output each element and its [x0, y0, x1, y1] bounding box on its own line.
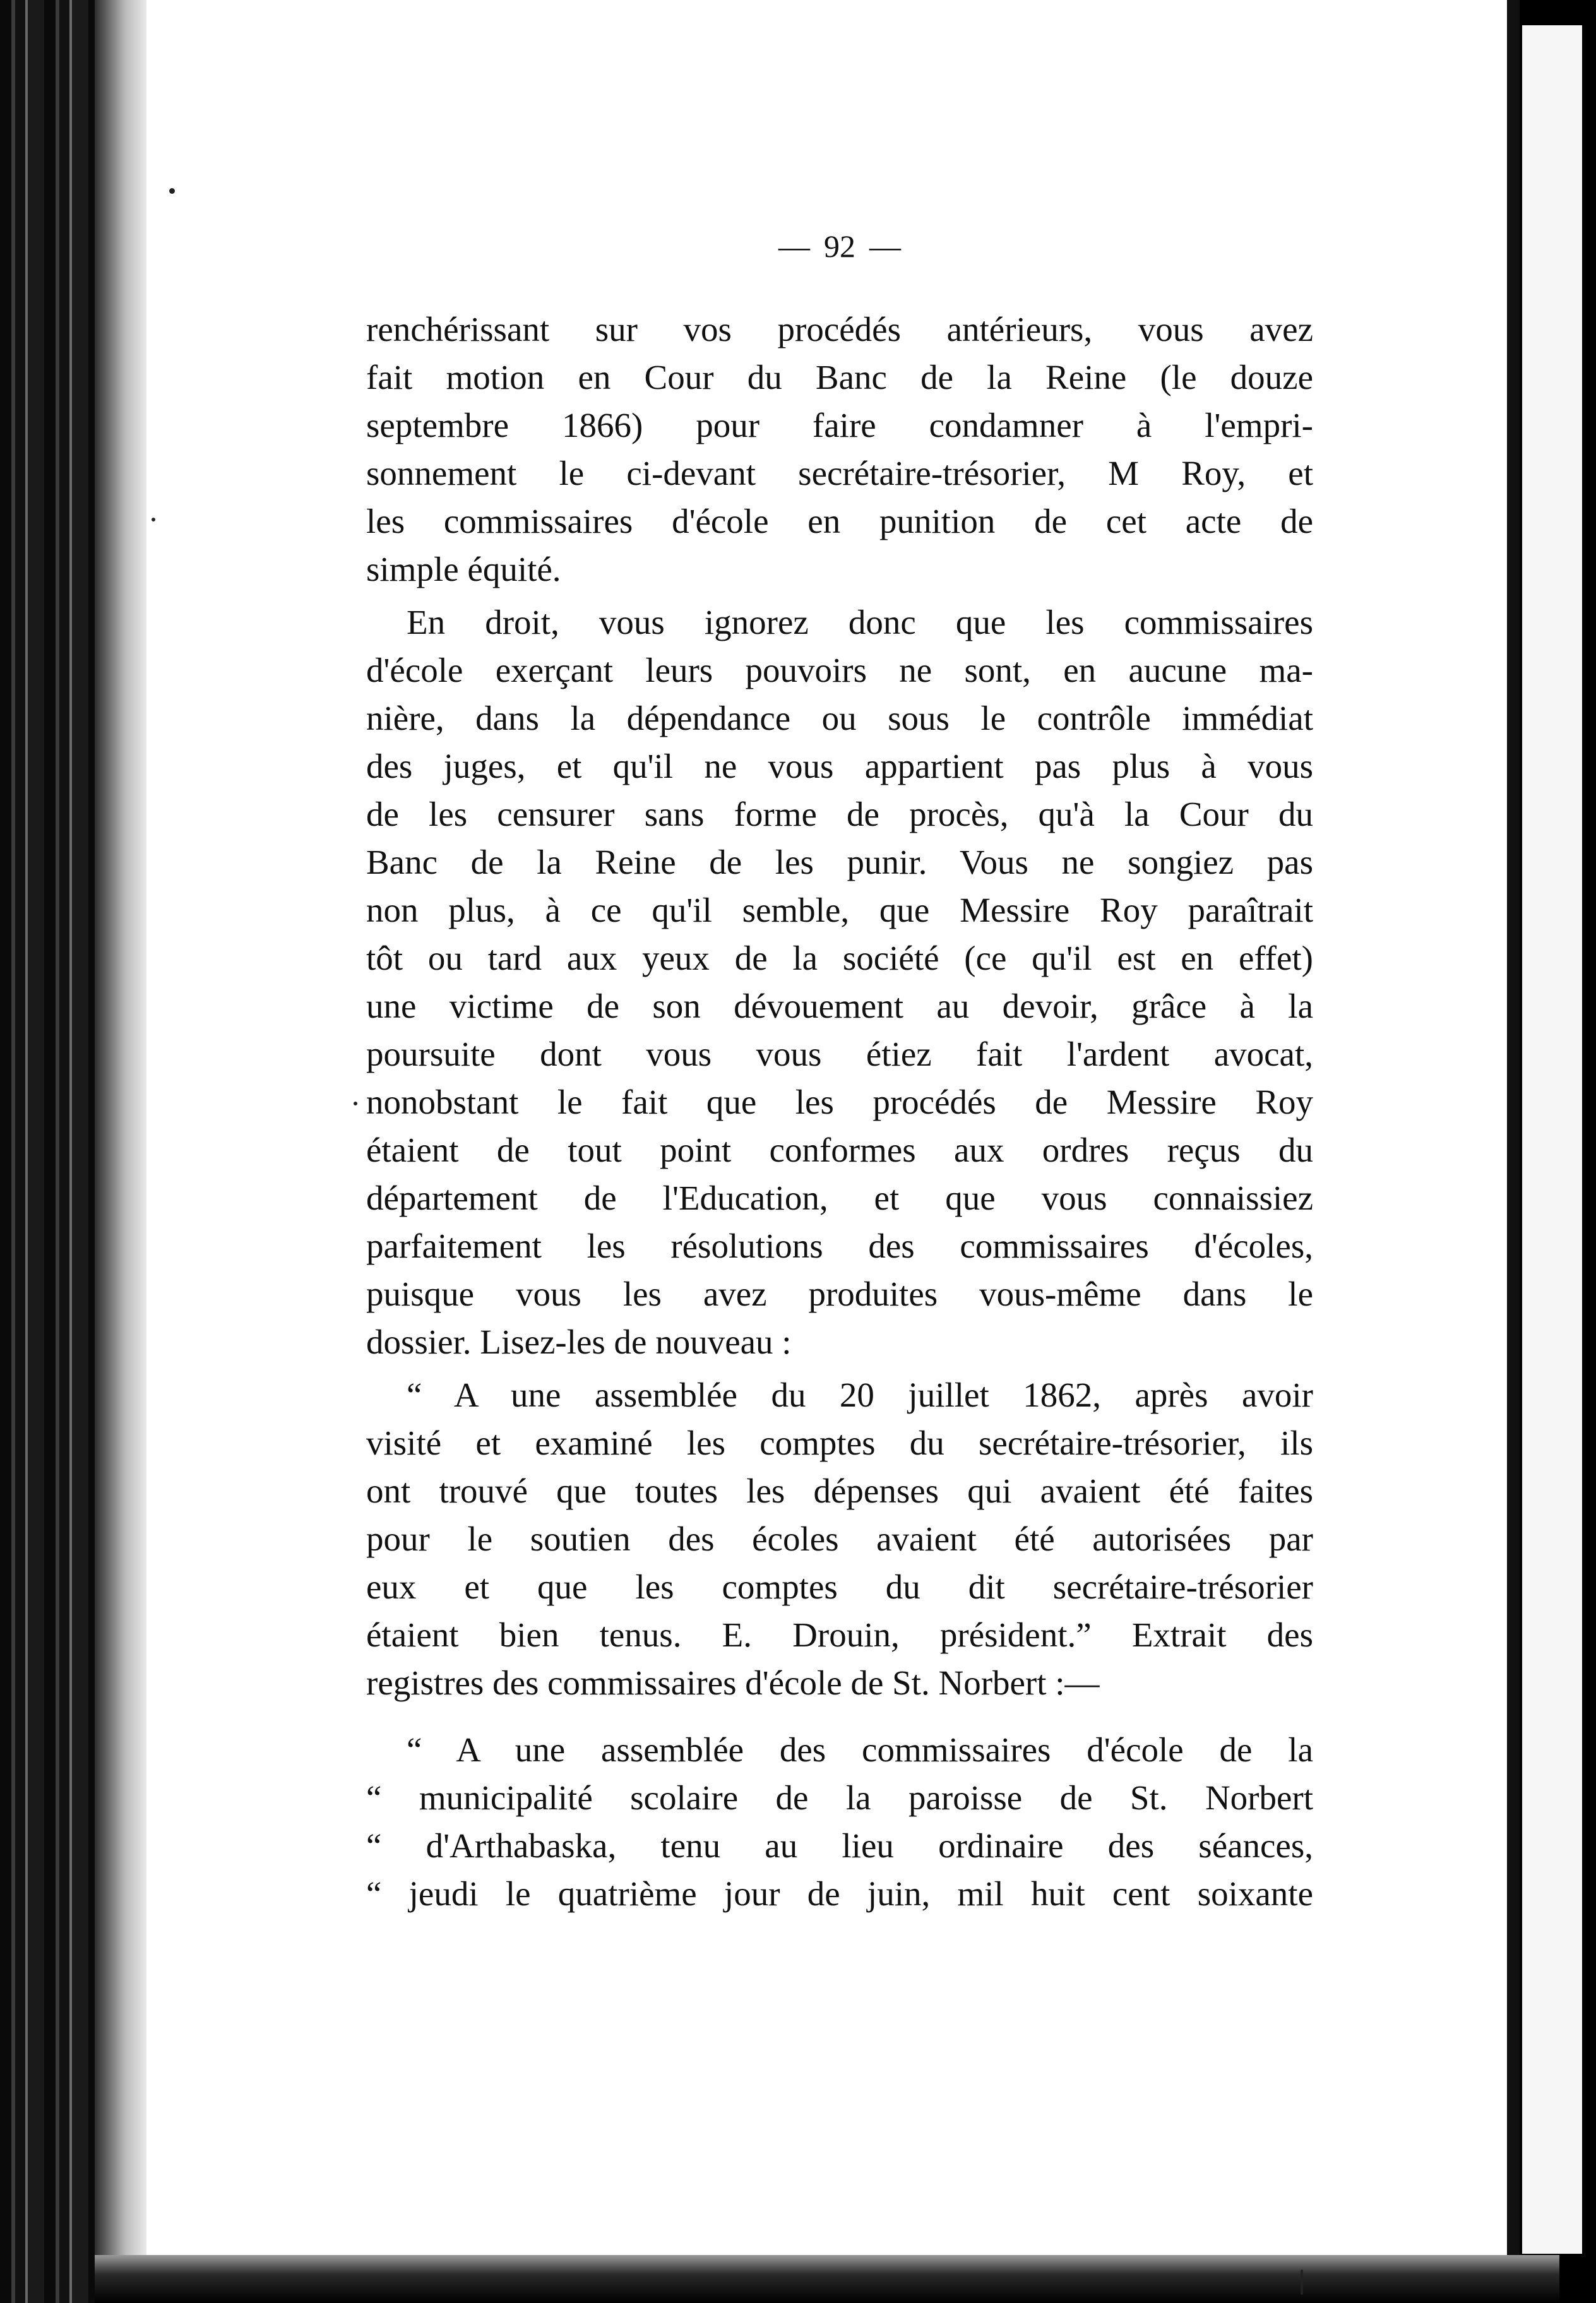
text-line: puisque vous les avez produites vous-même dans le [366, 1275, 1313, 1313]
next-page-edge [1520, 25, 1582, 2254]
text-line: les commissaires d'école en punition de cet acte de [366, 502, 1313, 540]
page-number: — 92 — [778, 229, 901, 264]
text-line: “ jeudi le quatrième jour de juin, mil huit cent soixante [366, 1874, 1313, 1913]
text-line: renchérissant sur vos procédés antérieurs, vous avez [366, 310, 1313, 348]
text-line: fait motion en Cour du Banc de la Reine (le douze [366, 358, 1313, 396]
text-line: simple équité. [366, 550, 561, 588]
body-text [366, 306, 1313, 1918]
text-line: nonobstant le fait que les procédés de Messire Roy [366, 1083, 1313, 1121]
text-line: de les censurer sans forme de procès, qu'à la Cour du [366, 795, 1313, 833]
text-line: une victime de son dévouement au devoir, grâce à la [366, 987, 1313, 1025]
page-number-value: 92 [824, 229, 855, 264]
text-line: sonnement le ci-devant secrétaire-trésorier, M Roy, et [366, 454, 1313, 492]
paragraph [366, 306, 1313, 593]
text-line: “ A une assemblée des commissaires d'école de la [407, 1730, 1313, 1769]
text-line: En droit, vous ignorez donc que les commissaires [407, 603, 1313, 641]
text-line: ont trouvé que toutes les dépenses qui avaient été faites [366, 1472, 1313, 1510]
text-line: étaient de tout point conformes aux ordres reçus du [366, 1131, 1313, 1169]
text-line: non plus, à ce qu'il semble, que Messire Roy paraîtrait [366, 891, 1313, 929]
text-line: d'école exerçant leurs pouvoirs ne sont, en aucune ma- [366, 651, 1313, 689]
text-line: eux et que les comptes du dit secrétaire-trésorier [366, 1568, 1313, 1606]
paragraph [366, 1371, 1313, 1707]
text-line: tôt ou tard aux yeux de la société (ce qu'il est en effet) [366, 939, 1313, 977]
binding-shadow [95, 0, 152, 2303]
text-line: parfaitement les résolutions des commissaires d'écoles, [366, 1227, 1313, 1265]
paragraph [366, 598, 1313, 1366]
text-line: Banc de la Reine de les punir. Vous ne songiez pas [366, 843, 1313, 881]
text-line: poursuite dont vous vous étiez fait l'ardent avocat, [366, 1035, 1313, 1073]
page-bottom-shadow [95, 2255, 1559, 2303]
text-line: “ municipalité scolaire de la paroisse de St. Norbert [366, 1778, 1313, 1817]
text-line: des juges, et qu'il ne vous appartient pas plus à vous [366, 747, 1313, 785]
text-line: pour le soutien des écoles avaient été autorisées par [366, 1520, 1313, 1558]
text-line: septembre 1866) pour faire condamner à l'empri- [366, 406, 1313, 444]
text-line: visité et examiné les comptes du secrétaire-trésorier, ils [366, 1424, 1313, 1462]
text-line: “ d'Arthabaska, tenu au lieu ordinaire des séances, [366, 1826, 1313, 1865]
text-line: registres des commissaires d'école de St. Norbert :— [366, 1663, 1100, 1702]
page-gutter-right [1507, 0, 1520, 2273]
text-line: nière, dans la dépendance ou sous le contrôle immédiat [366, 699, 1313, 737]
page-content [366, 227, 1313, 1918]
text-line: dossier. Lisez-les de nouveau : [366, 1323, 792, 1361]
text-line: “ A une assemblée du 20 juillet 1862, après avoir [407, 1376, 1313, 1414]
text-line: étaient bien tenus. E. Drouin, président.” Extrait des [366, 1616, 1313, 1654]
paragraph [366, 1726, 1313, 1918]
text-line: département de l'Education, et que vous connaissiez [366, 1179, 1313, 1217]
